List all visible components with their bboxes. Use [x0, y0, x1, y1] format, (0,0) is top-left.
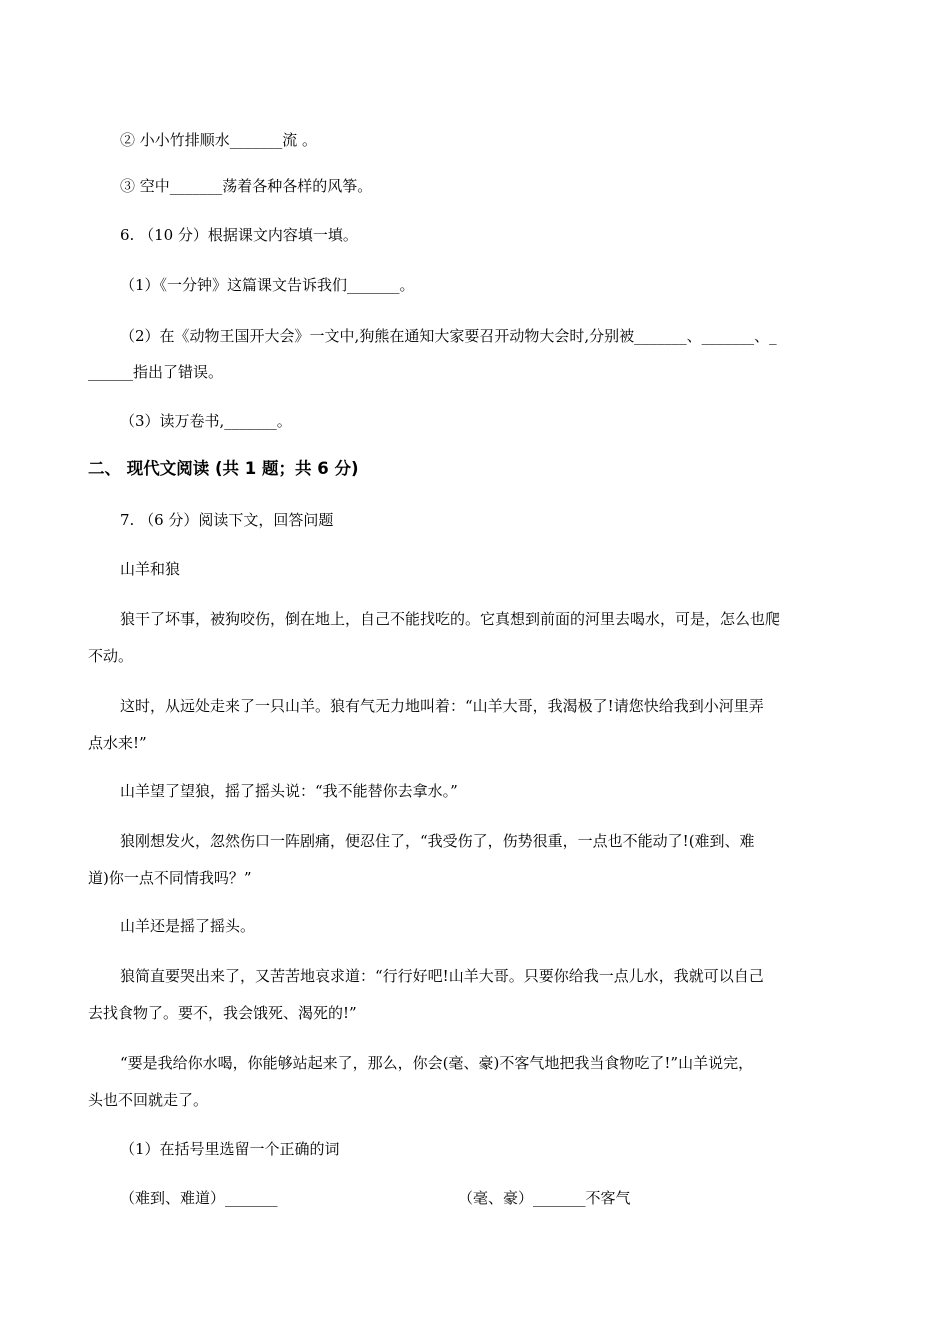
passage-paragraph-continued: 点水来!”: [88, 734, 147, 752]
passage-paragraph: 这时，从远处走来了一只山羊。狼有气无力地叫着：“山羊大哥，我渴极了!请您快给我到小河里弄: [120, 697, 764, 715]
passage-paragraph: 山羊望了望狼，摇了摇头说：“我不能替你去拿水。”: [120, 782, 458, 800]
passage-paragraph: 狼简直要哭出来了，又苦苦地哀求道：“行行好吧!山羊大哥。只要你给我一点儿水，我就可以自己: [120, 967, 764, 985]
question-7-prompt: 7. （6 分）阅读下文，回答问题: [120, 511, 334, 529]
fill-blank-item-3: ③ 空中_______荡着各种各样的风筝。: [120, 177, 373, 195]
answer-blank-1: （难到、难道）_______: [120, 1189, 278, 1207]
passage-paragraph-continued: 不动。: [88, 647, 134, 665]
question-7-part-1: （1）在括号里选留一个正确的词: [120, 1140, 340, 1158]
question-6-part-2-continued: ______指出了错误。: [88, 363, 224, 381]
passage-paragraph: 狼干了坏事，被狗咬伤，倒在地上，自己不能找吃的。它真想到前面的河里去喝水，可是，怎么也爬: [120, 610, 781, 628]
passage-paragraph: “要是我给你水喝，你能够站起来了，那么，你会(毫、豪)不客气地把我当食物吃了!”山羊说完，: [120, 1054, 754, 1072]
question-6-part-2: （2）在《动物王国开大会》一文中,狗熊在通知大家要召开动物大会时,分别被_______、_______、_: [120, 327, 777, 345]
passage-paragraph: 狼刚想发火，忽然伤口一阵剧痛，便忍住了，“我受伤了，伤势很重，一点也不能动了!(难到、难: [120, 832, 755, 850]
question-6-prompt: 6. （10 分）根据课文内容填一填。: [120, 226, 358, 244]
passage-paragraph-continued: 去找食物了。要不，我会饿死、渴死的!”: [88, 1004, 357, 1022]
passage-title: 山羊和狼: [120, 560, 181, 578]
fill-blank-item-2: ② 小小竹排顺水_______流 。: [120, 131, 318, 149]
answer-blank-2: （毫、豪）_______不客气: [458, 1189, 631, 1207]
passage-paragraph: 山羊还是摇了摇头。: [120, 917, 256, 935]
question-6-part-3: （3）读万卷书,_______。: [120, 412, 292, 430]
question-6-part-1: （1）《一分钟》这篇课文告诉我们_______。: [120, 276, 415, 294]
passage-paragraph-continued: 头也不回就走了。: [88, 1091, 209, 1109]
passage-paragraph-continued: 道)你一点不同情我吗？”: [88, 869, 252, 887]
section-heading: 二、 现代文阅读 (共 1 题；共 6 分): [88, 459, 359, 478]
